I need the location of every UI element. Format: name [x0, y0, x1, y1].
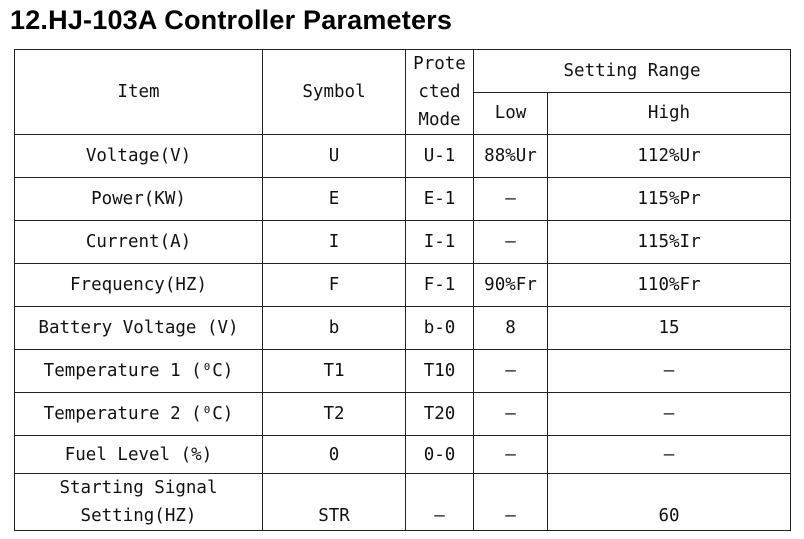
- table-row: [15, 178, 791, 221]
- table-row: [15, 436, 791, 474]
- row-mode: 0-0: [406, 436, 474, 474]
- controller-parameters-table: [14, 49, 791, 531]
- row-high: 60: [548, 474, 791, 531]
- row-symbol: b: [263, 307, 406, 350]
- row-high: —: [548, 436, 791, 474]
- header-symbol: Symbol: [263, 50, 406, 135]
- row-item: Temperature 1 (⁰C): [15, 350, 263, 393]
- row-symbol: T1: [263, 350, 406, 393]
- row-low: —: [474, 178, 548, 221]
- row-high: —: [548, 350, 791, 393]
- row-high: 115%Pr: [548, 178, 791, 221]
- row-symbol: STR: [263, 474, 406, 531]
- row-high: 115%Ir: [548, 221, 791, 264]
- header-protected-line2: cted: [418, 82, 461, 102]
- row-low: —: [474, 350, 548, 393]
- row-symbol: E: [263, 178, 406, 221]
- header-protected-line1: Prote: [413, 54, 466, 74]
- header-protected-mode: [406, 50, 474, 135]
- row-item-line2: Setting(HZ): [80, 506, 197, 526]
- header-protected-line3: Mode: [418, 110, 461, 130]
- row-mode: I-1: [406, 221, 474, 264]
- header-setting-range: Setting Range: [474, 50, 791, 93]
- row-low: —: [474, 393, 548, 436]
- row-high: —: [548, 393, 791, 436]
- row-low: —: [474, 221, 548, 264]
- row-item: Temperature 2 (⁰C): [15, 393, 263, 436]
- row-low: 90%Fr: [474, 264, 548, 307]
- row-symbol: T2: [263, 393, 406, 436]
- row-symbol: U: [263, 135, 406, 178]
- table-row: [15, 135, 791, 178]
- table-row: [15, 221, 791, 264]
- row-mode: T20: [406, 393, 474, 436]
- row-mode: U-1: [406, 135, 474, 178]
- row-item: Voltage(V): [15, 135, 263, 178]
- row-symbol: I: [263, 221, 406, 264]
- table-row: [15, 474, 791, 531]
- row-mode: b-0: [406, 307, 474, 350]
- row-mode: E-1: [406, 178, 474, 221]
- row-high: 15: [548, 307, 791, 350]
- row-symbol: 0: [263, 436, 406, 474]
- table-row: [15, 350, 791, 393]
- row-mode: —: [406, 474, 474, 531]
- table-row: [15, 393, 791, 436]
- row-low: 88%Ur: [474, 135, 548, 178]
- row-item: Fuel Level (%): [15, 436, 263, 474]
- header-item: Item: [15, 50, 263, 135]
- header-low: Low: [474, 92, 548, 135]
- row-symbol: F: [263, 264, 406, 307]
- header-high: High: [548, 92, 791, 135]
- row-item: Battery Voltage (V): [15, 307, 263, 350]
- row-low: —: [474, 474, 548, 531]
- page-title: 12.HJ-103A Controller Parameters: [10, 5, 453, 35]
- row-item: Frequency(HZ): [15, 264, 263, 307]
- row-mode: T10: [406, 350, 474, 393]
- row-mode: F-1: [406, 264, 474, 307]
- row-item: [15, 474, 263, 531]
- row-item-line1: Starting Signal: [59, 478, 218, 498]
- row-low: 8: [474, 307, 548, 350]
- row-item: Power(KW): [15, 178, 263, 221]
- table-row: [15, 264, 791, 307]
- row-item: Current(A): [15, 221, 263, 264]
- row-high: 110%Fr: [548, 264, 791, 307]
- table-header-row: [15, 50, 791, 93]
- row-low: —: [474, 436, 548, 474]
- table-row: [15, 307, 791, 350]
- row-high: 112%Ur: [548, 135, 791, 178]
